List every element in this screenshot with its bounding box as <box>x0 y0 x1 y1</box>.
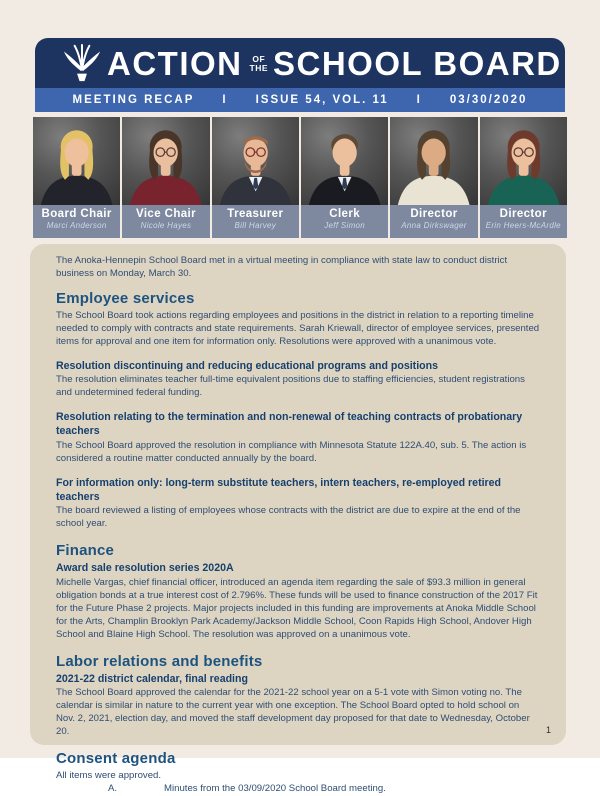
person-avatar-icon <box>301 117 388 205</box>
section-body: All items were approved. <box>56 770 162 782</box>
board-member-card <box>390 117 477 240</box>
title-the: THE <box>249 63 268 73</box>
section-finance <box>56 542 540 641</box>
member-caption <box>301 205 388 238</box>
section-labor-relations <box>56 653 540 740</box>
content-panel <box>30 244 566 795</box>
member-portrait <box>480 117 567 205</box>
intro-paragraph: The Anoka-Hennepin School Board met in a virtual meeting in compliance with state law to conduct district business on Monday, March 30. <box>56 255 508 279</box>
title-word-school-board: SCHOOL BOARD <box>273 44 562 82</box>
board-member-card <box>301 117 388 240</box>
member-name: Jeff Simon <box>324 221 366 231</box>
issue-banner <box>35 88 565 112</box>
member-portrait <box>122 117 209 205</box>
member-title: Director <box>410 208 458 220</box>
subsection-body: The School Board approved the calendar for the 2021-22 school year on a 5-1 vote with Simon voting no. The calendar is similar in nature to the current year with one exception. The School Board opted to hold school on Nov. 2, 2021, election day, and moved the staff development day proposed for that date to Wednesday, October 20. <box>56 687 530 738</box>
title-of: OF <box>252 54 266 65</box>
subsection-heading: For information only: long-term substitute teachers, intern teachers, re-employed retired teachers <box>56 476 502 503</box>
board-member-card <box>212 117 299 240</box>
banner-separator: I <box>222 94 228 106</box>
board-member-card <box>122 117 209 240</box>
member-title: Director <box>499 208 547 220</box>
member-title: Clerk <box>329 208 361 220</box>
agenda-item <box>56 783 540 796</box>
agenda-item-label: A. <box>108 783 118 795</box>
member-caption <box>390 205 477 238</box>
member-name: Anna Dirkswager <box>401 221 467 231</box>
member-portrait <box>33 117 120 205</box>
section-heading: Labor relations and benefits <box>56 652 263 670</box>
section-body: The School Board took actions regarding employees and positions in the district in relation to a reporting timeline needed to comply with contracts and state requirements. Sarah Kriewall, director of employee services, presented items for approval and one item for information only. Resolutions were approved with a unanimous vote. <box>56 309 540 347</box>
member-name: Erin Heers-McArdle <box>485 221 561 231</box>
subsection-body: The School Board approved the resolution in compliance with Minnesota Statute 122A.40, sub. 5. The action is considered a routine matter conducted annually by the board. <box>56 439 527 464</box>
member-caption <box>33 205 120 238</box>
title-of-the <box>250 55 269 73</box>
title-word-action: ACTION <box>107 44 243 82</box>
banner-separator: I <box>416 94 422 106</box>
subsection-body: The board reviewed a listing of employees whose contracts with the district are due to expire at the end of the school year. <box>56 505 521 530</box>
section-heading: Finance <box>56 542 115 560</box>
member-portrait <box>390 117 477 205</box>
member-name: Marci Anderson <box>46 221 107 231</box>
agenda-item-text: Minutes from the 03/09/2020 School Board meeting. <box>164 783 386 795</box>
banner-meeting-recap: MEETING RECAP <box>72 94 195 106</box>
member-portrait <box>301 117 388 205</box>
member-portrait <box>212 117 299 205</box>
district-plume-icon <box>57 40 107 86</box>
person-avatar-icon <box>390 117 477 205</box>
banner-date: 03/30/2020 <box>449 94 528 106</box>
member-title: Treasurer <box>227 208 284 220</box>
member-caption <box>122 205 209 238</box>
board-member-card <box>33 117 120 240</box>
subsection-heading: Resolution relating to the termination and non-renewal of teaching contracts of probationary teachers <box>56 411 523 438</box>
member-title: Board Chair <box>41 208 112 220</box>
member-caption <box>480 205 567 238</box>
person-avatar-icon <box>480 117 567 205</box>
subsection-heading: Resolution discontinuing and reducing educational programs and positions <box>56 359 438 372</box>
member-caption <box>212 205 299 238</box>
section-employee-services <box>56 290 540 531</box>
banner-issue: ISSUE 54, VOL. 11 <box>255 94 389 106</box>
board-member-card <box>480 117 567 240</box>
member-name: Nicole Hayes <box>140 221 192 231</box>
member-name: Bill Harvey <box>234 221 277 231</box>
person-avatar-icon <box>212 117 299 205</box>
section-heading: Employee services <box>56 289 195 307</box>
person-avatar-icon <box>122 117 209 205</box>
masthead <box>35 38 565 88</box>
section-heading: Consent agenda <box>56 750 176 768</box>
person-avatar-icon <box>33 117 120 205</box>
subsection-heading: Award sale resolution series 2020A <box>56 562 234 575</box>
section-consent-agenda <box>56 750 540 796</box>
member-title: Vice Chair <box>135 208 197 220</box>
subsection-heading: 2021-22 district calendar, final reading <box>56 672 248 685</box>
subsection-body: The resolution eliminates teacher full-time equivalent positions due to staffing efficiencies, student registrations and undetermined federal funding. <box>56 374 525 399</box>
newsletter-title <box>107 44 572 82</box>
board-members-row <box>33 117 567 240</box>
subsection-body: Michelle Vargas, chief financial officer, introduced an agenda item regarding the sale of $93.3 million in general obligation bonds at a true interest cost of 2.796%. These funds will be used to finance construction of the 2017 Fit for the Future Phase 2 projects. Major projects included in this funding are improvements at Anoka Middle School for the Arts, Champlin Brooklyn Park Academy/Jackson Middle School, Coon Rapids High School, Andover High School and Blaine High School. The resolution was approved on a unanimous vote. <box>56 576 538 640</box>
page-number: 1 <box>545 725 551 735</box>
